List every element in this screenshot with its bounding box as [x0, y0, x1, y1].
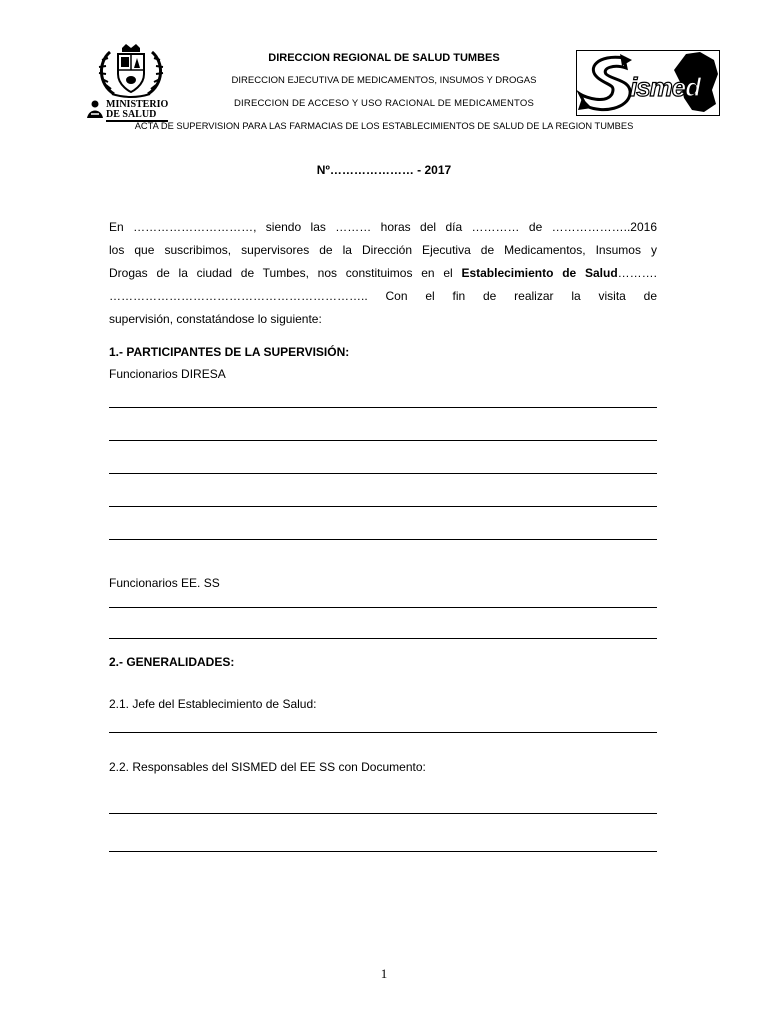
- eess-line-1[interactable]: [109, 607, 657, 608]
- responsables-line-2[interactable]: [109, 851, 657, 852]
- responsables-line-1[interactable]: [109, 813, 657, 814]
- establecimiento-label: Establecimiento de Salud: [461, 266, 618, 280]
- jefe-line[interactable]: [109, 732, 657, 733]
- intro-line-3-dots: ……….: [617, 266, 658, 280]
- sismed-wordmark: ismed: [630, 72, 701, 102]
- label-responsables-sismed: 2.2. Responsables del SISMED del EE SS con Documento:: [109, 760, 426, 774]
- section-1-title: 1.- PARTICIPANTES DE LA SUPERVISIÓN:: [109, 345, 350, 359]
- header-line-2: DIRECCION EJECUTIVA DE MEDICAMENTOS, INSUMOS Y DROGAS: [231, 75, 537, 86]
- ministry-line1: MINISTERIO: [106, 99, 169, 110]
- intro-line-2: los que suscribimos, supervisores de la Dirección Ejecutiva de Medicamentos, Insumos y: [109, 243, 657, 257]
- label-funcionarios-diresa: Funcionarios DIRESA: [109, 367, 226, 381]
- document-number: Nº………………… - 2017: [316, 163, 452, 177]
- label-funcionarios-eess: Funcionarios EE. SS: [109, 576, 220, 590]
- label-jefe-establecimiento: 2.1. Jefe del Establecimiento de Salud:: [109, 697, 317, 711]
- intro-line-1: En …………………………, siendo las ……… horas del día ………… de ………………..2016: [109, 220, 657, 234]
- diresa-line-4[interactable]: [109, 506, 657, 507]
- document-title: ACTA DE SUPERVISION PARA LAS FARMACIAS DE LOS ESTABLECIMIENTOS DE SALUD DE LA REGION TUMBES: [134, 121, 634, 131]
- header-line-3: DIRECCION DE ACCESO Y USO RACIONAL DE MEDICAMENTOS: [234, 98, 534, 109]
- intro-line-3-text: Drogas de la ciudad de Tumbes, nos constituimos en el: [109, 266, 462, 280]
- intro-line-5: supervisión, constatándose lo siguiente:: [109, 312, 322, 326]
- intro-paragraph: [109, 216, 657, 331]
- intro-line-4: ……………………………………………………….. Con el fin de realizar la visita de: [109, 289, 657, 303]
- diresa-line-5[interactable]: [109, 539, 657, 540]
- diresa-line-2[interactable]: [109, 440, 657, 441]
- section-2-title: 2.- GENERALIDADES:: [109, 655, 235, 669]
- diresa-line-3[interactable]: [109, 473, 657, 474]
- intro-line-3: [109, 262, 657, 285]
- ministry-line2: DE SALUD: [106, 110, 168, 122]
- page-number: 1: [380, 966, 388, 981]
- diresa-line-1[interactable]: [109, 407, 657, 408]
- header-line-1: DIRECCION REGIONAL DE SALUD TUMBES: [268, 52, 500, 64]
- eess-line-2[interactable]: [109, 638, 657, 639]
